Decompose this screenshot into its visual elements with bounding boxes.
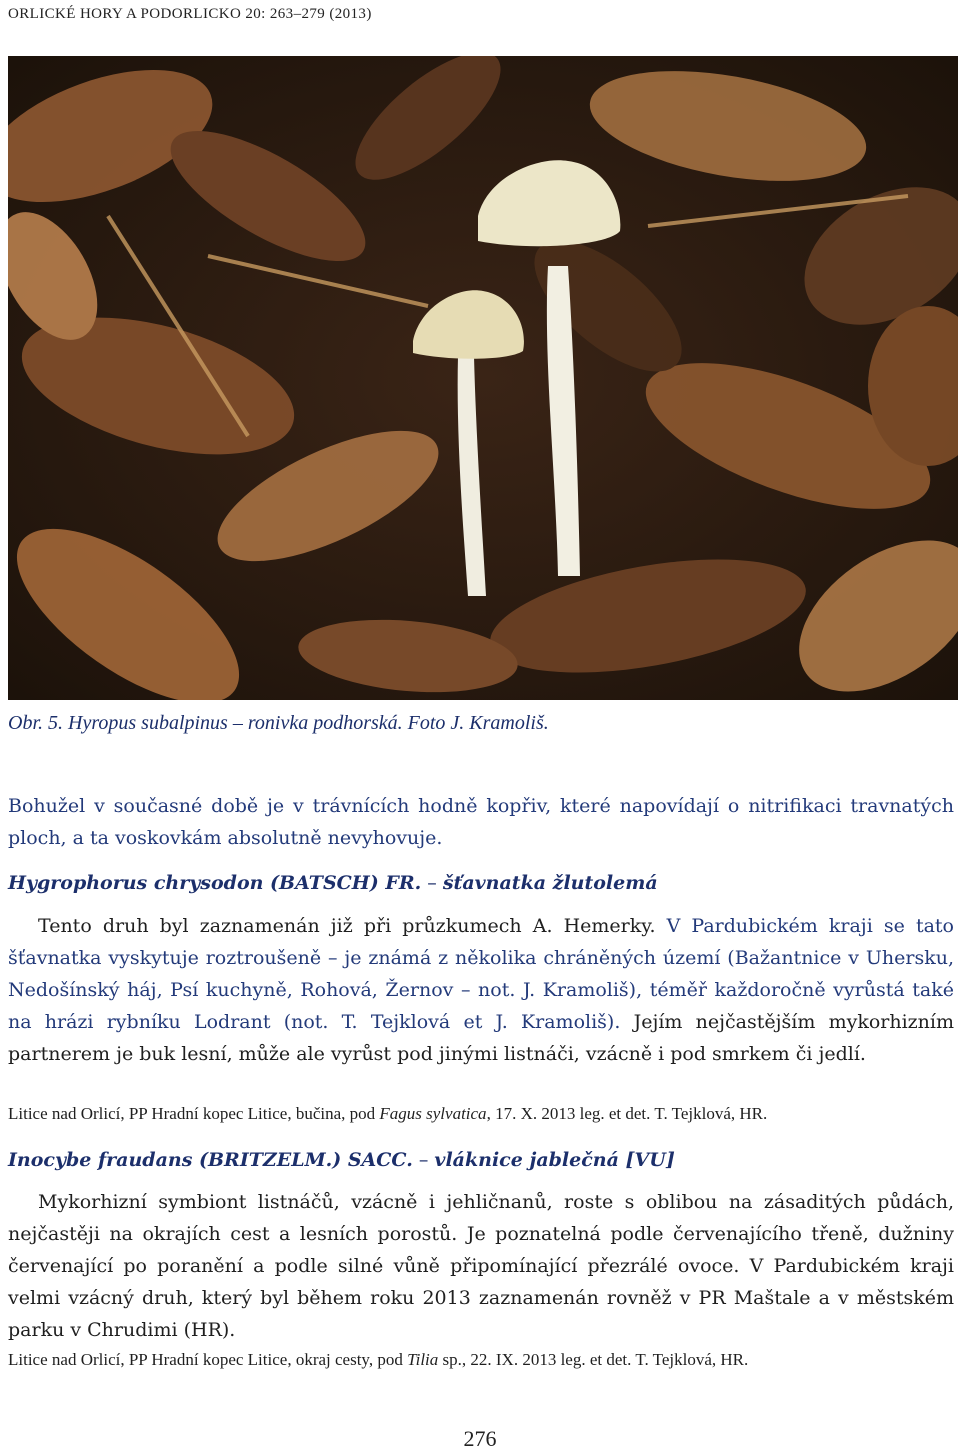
species1-text-part3: Jejím nejčastějším mykorhizním partnerem je buk lesní, může ale vyrůst pod jinými listnáči, vzácně i pod smrkem či jedlí. <box>8 1011 955 1065</box>
heading-dash: – <box>412 1149 435 1171</box>
photo-illustration <box>8 56 958 700</box>
species2-paragraph: Mykorhizní symbiont listnáčů, vzácně i jehličnanů, roste s oblibou na zásaditých půdách, nejčastěji na okrajích cest a lesních porostů. Je poznatelná podle červenajícího třeně, dužniny červenající po poranění a podle silné vůně připomínající přezrálé ovoce. V Pardubickém kraji velmi vzácný druh, který byl během roku 2013 zaznamenán rovněž v PR Maštale a v městském parku v Chrudimi (HR). <box>8 1191 954 1341</box>
locality-taxon: Tilia <box>407 1350 439 1369</box>
page-number: 276 <box>463 1426 497 1451</box>
locality-text-end: sp., 22. IX. 2013 leg. et det. T. Tejklová, HR. <box>438 1350 749 1369</box>
intro-paragraph: Bohužel v současné době je v trávnících hodně kopřiv, které napovídají o nitrifikaci travnatých ploch, a ta voskovkám absolutně nevyhovuje. <box>8 795 954 849</box>
species1-text-part2: V Pardubickém kraji se tato šťavnatka vyskytuje roztroušeně – je známá z několika chráněných území (Bažantnice v Uhersku, Nedošínský háj, Psí kuchyně, Rohová, Žernov – not. J. Kramoliš), téměř každoročně vyrůstá také na hrázi rybníku Lodrant (not. T. Tejklová et J. Kramoliš). <box>8 915 954 1033</box>
species1-locality <box>8 1104 954 1124</box>
species-czech-name: vláknice jablečná [VU] <box>434 1149 675 1171</box>
locality-taxon: Fagus sylvatica <box>379 1104 487 1123</box>
locality-text: Litice nad Orlicí, PP Hradní kopec Litice, okraj cesty, pod <box>8 1350 408 1369</box>
journal-header: ORLICKÉ HORY A PODORLICKO 20: 263–279 (2013) <box>8 6 372 22</box>
locality-text: Litice nad Orlicí, PP Hradní kopec Litice, bučina, pod <box>8 1104 380 1123</box>
species-latin-name: Hygrophorus chrysodon (BATSCH) FR. <box>8 872 422 894</box>
species2-locality <box>8 1350 954 1370</box>
species1-text-part1: Tento druh byl zaznamenán již při průzkumech A. Hemerky. <box>38 915 656 937</box>
figure-caption-text: Hyropus subalpinus – ronivka podhorská. Foto J. Kramoliš. <box>68 712 549 734</box>
locality-text-end: , 17. X. 2013 leg. et det. T. Tejklová, HR. <box>486 1104 768 1123</box>
species-heading-hygrophorus <box>8 872 658 894</box>
species-latin-name: Inocybe fraudans (BRITZELM.) SACC. <box>8 1149 413 1171</box>
figure-caption <box>8 712 549 735</box>
species1-paragraph <box>8 910 954 1070</box>
mushroom-photo <box>8 56 958 700</box>
heading-dash: – <box>421 872 443 894</box>
species-czech-name: šťavnatka žlutolemá <box>442 872 658 894</box>
figure-number: Obr. 5. <box>8 712 64 734</box>
species-heading-inocybe <box>8 1149 675 1171</box>
